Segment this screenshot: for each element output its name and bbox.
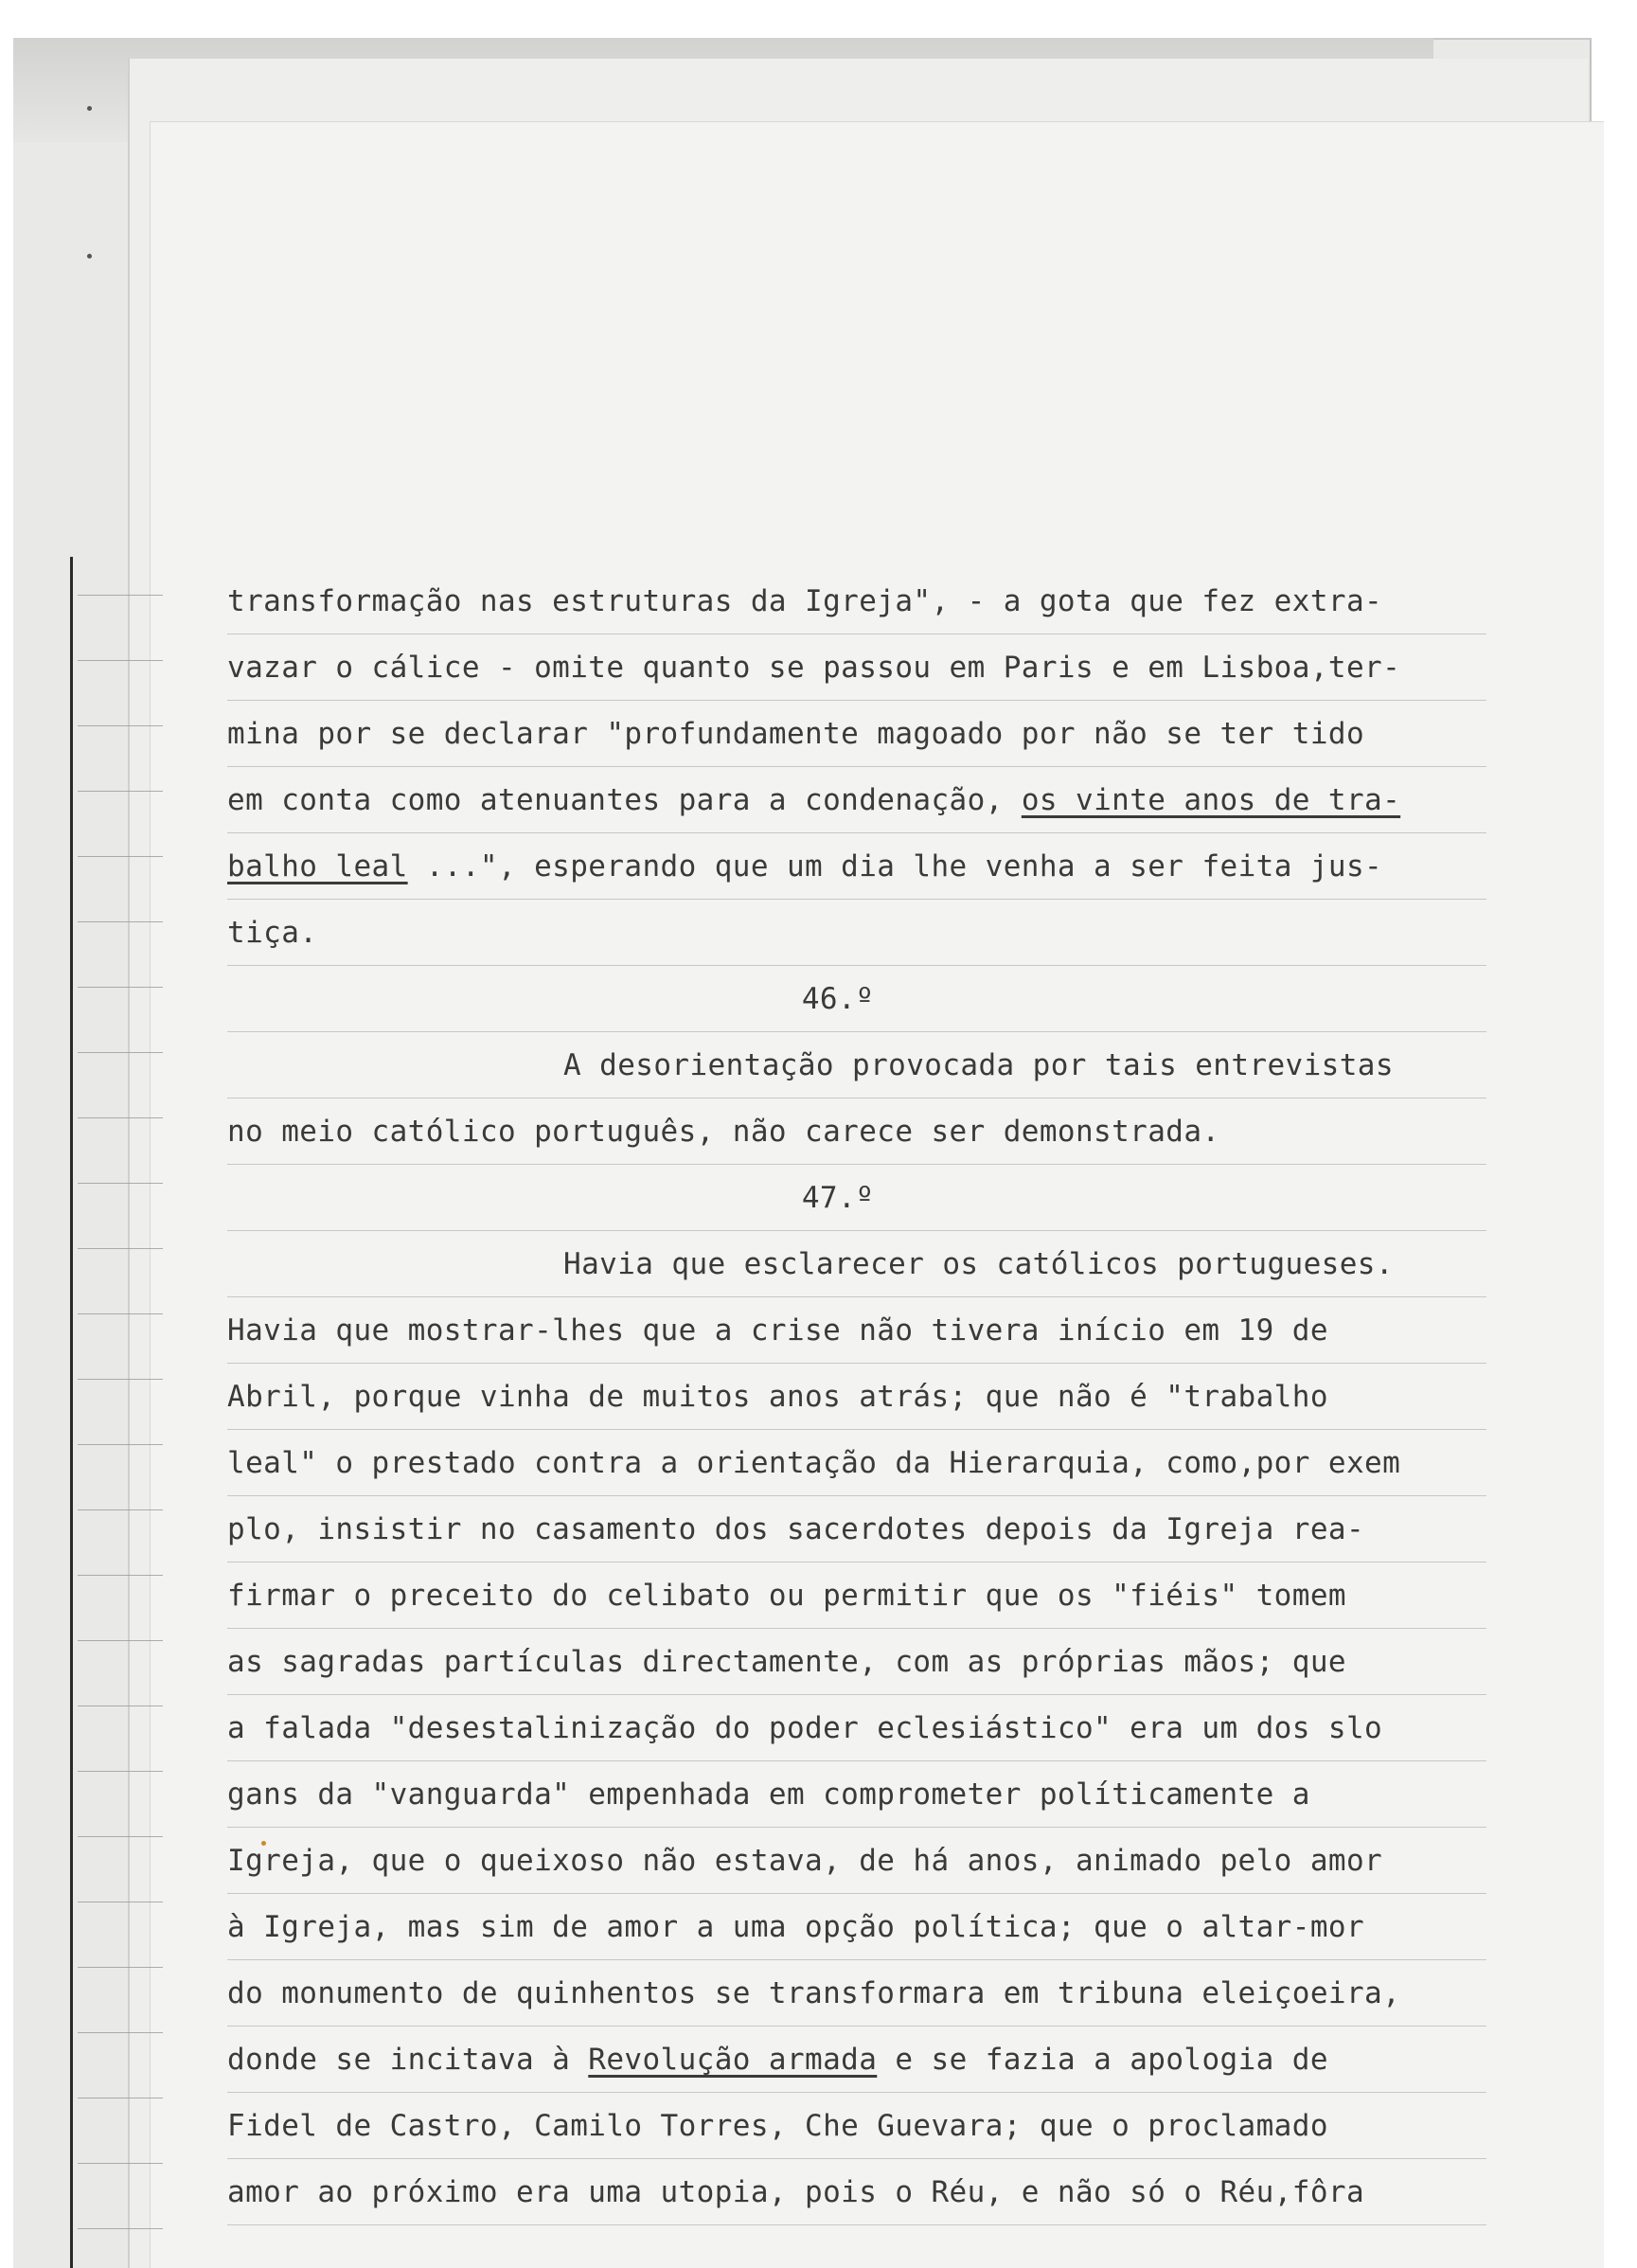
line-segment: plo, insistir no casamento dos sacerdotes depois da Igreja rea- <box>227 1512 1365 1546</box>
margin-ticks <box>78 530 163 2268</box>
line-segment: leal" o prestado contra a orientação da Hierarquia, como,por exem <box>227 1446 1401 1480</box>
text-line <box>227 1496 1486 1563</box>
scan-speck <box>87 106 92 111</box>
article-number <box>227 1165 1486 1231</box>
text-line <box>227 900 1486 966</box>
text-line <box>227 1894 1486 1960</box>
line-segment: à Igreja, mas sim de amor a uma opção política; que o altar-mor <box>227 1910 1365 1944</box>
text-line <box>227 1629 1486 1695</box>
underlined-phrase: os vinte anos de tra- <box>1021 783 1401 817</box>
article-number <box>227 966 1486 1032</box>
text-line <box>227 1098 1486 1165</box>
text-line <box>227 2027 1486 2093</box>
underlined-phrase: Revolução armada <box>588 2043 878 2077</box>
line-segment: a falada "desestalinização do poder eclesiástico" era um dos slo <box>227 1711 1383 1745</box>
line-segment: no meio católico português, não carece ser demonstrada. <box>227 1115 1220 1149</box>
text-line <box>227 1761 1486 1828</box>
line-segment: e se fazia a apologia de <box>877 2043 1328 2077</box>
line-segment: gans da "vanguarda" empenhada em comprometer políticamente a <box>227 1777 1310 1812</box>
line-segment: Igreja, que o queixoso não estava, de há anos, animado pelo amor <box>227 1844 1383 1878</box>
line-segment: A desorientação provocada por tais entrevistas <box>563 1048 1394 1082</box>
line-segment: 46.º <box>801 982 875 1016</box>
line-segment: as sagradas partículas directamente, com as próprias mãos; que <box>227 1645 1346 1679</box>
text-line <box>227 2159 1486 2225</box>
text-line <box>227 1960 1486 2027</box>
text-line <box>227 1297 1486 1364</box>
line-segment: firmar o preceito do celibato ou permitir que os "fiéis" tomem <box>227 1579 1346 1613</box>
text-line <box>227 2093 1486 2159</box>
text-line <box>227 833 1486 900</box>
line-segment: ...", esperando que um dia lhe venha a ser feita jus- <box>407 849 1383 884</box>
text-line <box>227 634 1486 701</box>
line-segment: tiça. <box>227 916 318 950</box>
text-line <box>227 1563 1486 1629</box>
line-segment: Havia que mostrar-lhes que a crise não tivera início em 19 de <box>227 1313 1328 1348</box>
line-segment: vazar o cálice - omite quanto se passou em Paris e em Lisboa,ter- <box>227 651 1401 685</box>
text-line <box>227 1032 1486 1098</box>
underlined-phrase: balho leal <box>227 849 408 884</box>
line-segment: do monumento de quinhentos se transformara em tribuna eleiçoeira, <box>227 1976 1401 2010</box>
text-line <box>227 767 1486 833</box>
line-segment: transformação nas estruturas da Igreja", - a gota que fez extra- <box>227 584 1383 618</box>
line-segment: mina por se declarar "profundamente magoado por não se ter tido <box>227 717 1365 751</box>
line-segment: donde se incitava à <box>227 2043 589 2077</box>
margin-rule <box>70 557 73 2268</box>
scan-speck <box>87 254 92 259</box>
text-line <box>227 1695 1486 1761</box>
line-segment: 47.º <box>801 1181 875 1215</box>
line-segment: amor ao próximo era uma utopia, pois o Réu, e não só o Réu,fôra <box>227 2175 1365 2209</box>
line-segment: Fidel de Castro, Camilo Torres, Che Guevara; que o proclamado <box>227 2109 1328 2143</box>
text-line <box>227 1828 1486 1894</box>
line-segment: em conta como atenuantes para a condenação, <box>227 783 1022 817</box>
text-line <box>227 1430 1486 1496</box>
text-line <box>227 701 1486 767</box>
line-segment: Abril, porque vinha de muitos anos atrás; que não é "trabalho <box>227 1380 1328 1414</box>
text-line <box>227 1231 1486 1297</box>
line-segment: Havia que esclarecer os católicos portugueses. <box>563 1247 1394 1281</box>
text-line <box>227 1364 1486 1430</box>
text-line <box>227 568 1486 634</box>
document-text <box>227 568 1486 2225</box>
